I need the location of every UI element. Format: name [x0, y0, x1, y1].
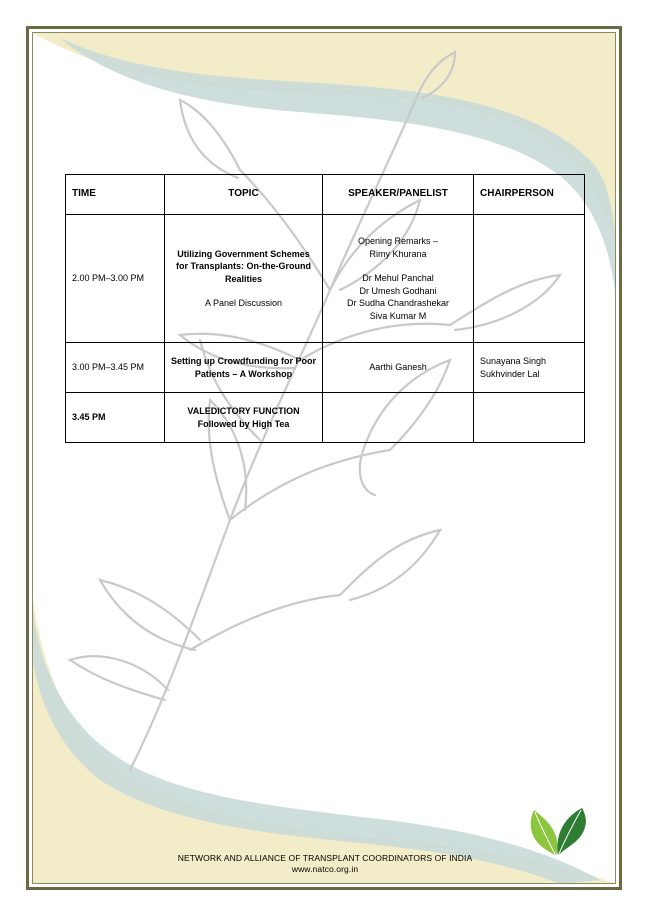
topic-title: Setting up Crowdfunding for Poor Patients – A Workshop: [171, 356, 316, 379]
footer-url: www.natco.org.in: [291, 864, 359, 874]
row-chairperson: [474, 393, 585, 443]
chairperson-name: Sunayana Singh: [480, 356, 547, 366]
row-time: 2.00 PM–3.00 PM: [66, 215, 165, 343]
row-speaker: [323, 343, 474, 393]
table-header-row: [66, 175, 585, 215]
row-time: 3.45 PM: [66, 393, 165, 443]
topic-subtitle: Followed by High Tea: [197, 418, 290, 429]
header-time: TIME: [66, 175, 165, 215]
table-row: [66, 393, 585, 443]
table-row: [66, 215, 585, 343]
row-time: 3.00 PM–3.45 PM: [66, 343, 165, 393]
row-speaker: [323, 215, 474, 343]
chairperson-name: Sukhvinder Lal: [480, 368, 540, 379]
panelist: Dr Sudha Chandrashekar: [346, 298, 450, 308]
table-row: [66, 343, 585, 393]
row-chairperson: [474, 343, 585, 393]
header-topic: TOPIC: [165, 175, 323, 215]
topic-title: VALEDICTORY FUNCTION: [187, 406, 300, 416]
panelist: Siva Kumar M: [369, 310, 427, 321]
header-chairperson: CHAIRPERSON: [474, 175, 585, 215]
topic-title: Utilizing Government Schemes for Transplants: On-the-Ground Realities: [176, 248, 311, 284]
speaker-name: Aarthi Ganesh: [369, 362, 427, 373]
speaker-intro-name: Rimy Khurana: [369, 248, 427, 259]
page-inner-border: [32, 32, 616, 884]
schedule-table: [65, 174, 585, 443]
header-speaker: SPEAKER/PANELIST: [323, 175, 474, 215]
row-chairperson: [474, 215, 585, 343]
footer-org: NETWORK AND ALLIANCE OF TRANSPLANT COORDINATORS OF INDIA: [177, 853, 473, 863]
row-topic: [165, 215, 323, 343]
speaker-intro: Opening Remarks –: [357, 236, 439, 246]
row-speaker: [323, 393, 474, 443]
topic-subtitle: A Panel Discussion: [204, 298, 283, 308]
row-topic: [165, 393, 323, 443]
row-topic: [165, 343, 323, 393]
panelist: Dr Mehul Panchal: [362, 273, 434, 283]
panelist: Dr Umesh Godhani: [359, 285, 437, 296]
